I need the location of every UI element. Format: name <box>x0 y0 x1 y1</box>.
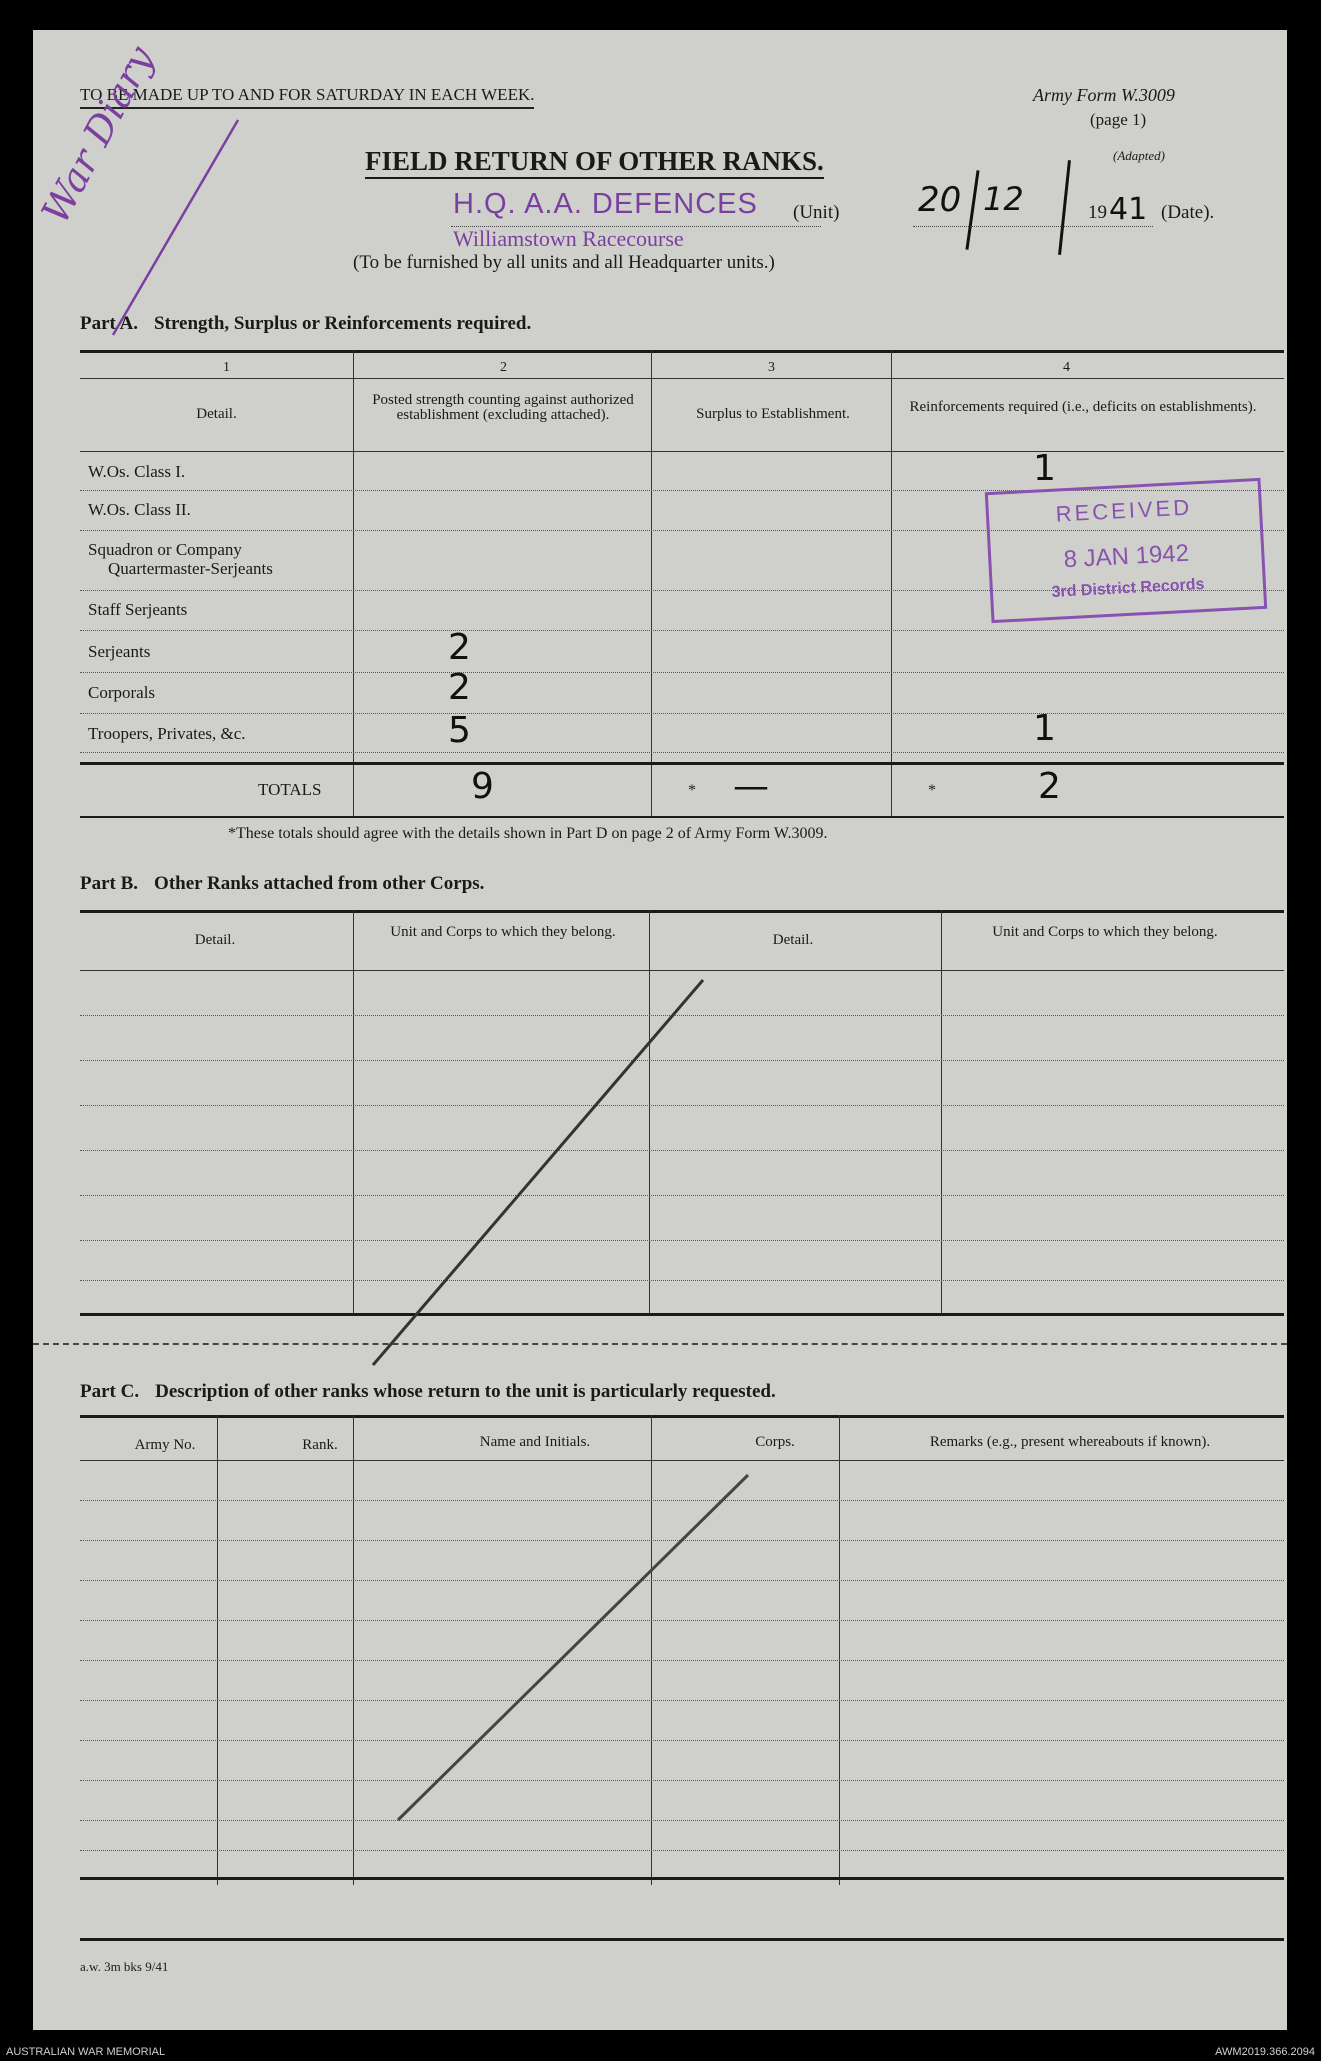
form-title: FIELD RETURN OF OTHER RANKS. <box>365 146 824 179</box>
form-number: Army Form W.3009 <box>1033 85 1175 105</box>
part-c-title: Description of other ranks whose return to the unit is particularly requested. <box>155 1381 776 1402</box>
totals-bottom-rule <box>80 816 1284 818</box>
part-c-col-divider-4 <box>839 1415 840 1885</box>
row-rule <box>80 630 1284 631</box>
reinf-troopers: 1 <box>1033 708 1056 749</box>
row-troopers: Troopers, Privates, &c. <box>88 724 246 743</box>
date-year-suffix: 41 <box>1109 192 1148 227</box>
part-c-col-remarks: Remarks (e.g., present whereabouts if known). <box>929 1434 1211 1450</box>
row-squadron: Squadron or Company <box>88 540 242 559</box>
archive-id: AWM2019.366.2094 <box>1215 2046 1315 2058</box>
unit-label: (Unit) <box>793 202 840 223</box>
totals-footnote: *These totals should agree with the details shown in Part D on page 2 of Army Form W.3009. <box>228 825 828 842</box>
form-adapted: (Adapted) <box>1113 148 1165 163</box>
part-c-col-army-no: Army No. <box>134 1437 196 1453</box>
part-c-col-corps: Corps. <box>755 1434 795 1450</box>
totals-reinf-asterisk: * <box>928 782 936 799</box>
date-day: 20 <box>918 180 962 220</box>
col-number-4: 4 <box>1063 360 1070 375</box>
col-header-detail: Detail. <box>196 406 237 422</box>
submission-note: (To be furnished by all units and all Headquarter units.) <box>353 252 775 273</box>
totals-top-rule <box>80 762 1284 765</box>
part-b-heading <box>80 873 484 895</box>
archive-footer <box>0 2045 1321 2061</box>
part-c-bottom-rule <box>80 1877 1284 1880</box>
part-b-col-unit-1: Unit and Corps to which they belong. <box>390 924 616 940</box>
date-dotted-line <box>913 226 1153 227</box>
weekly-instruction: TO BE MADE UP TO AND FOR SATURDAY IN EACH WEEK. <box>80 85 534 109</box>
part-b-top-rule <box>80 910 1284 913</box>
form-sheet <box>33 30 1287 2030</box>
posted-serjeants: 2 <box>448 627 471 668</box>
stamp-received: RECEIVED <box>1055 494 1193 527</box>
stamp-office: 3rd District Records <box>1051 575 1205 601</box>
posted-troopers: 5 <box>448 710 471 751</box>
row-corporals: Corporals <box>88 683 156 702</box>
col-number-3: 3 <box>768 360 775 375</box>
totals-surplus-asterisk: * <box>688 782 696 799</box>
date-slash-2 <box>1058 160 1071 255</box>
row-wos-class-1: W.Os. Class I. <box>88 462 186 481</box>
row-wos-class-2: W.Os. Class II. <box>88 500 191 519</box>
part-b-col-detail-2: Detail. <box>772 932 814 948</box>
part-b-label: Part B. <box>80 873 139 894</box>
form-page: (page 1) <box>1090 110 1147 129</box>
row-rule <box>80 672 1284 673</box>
date-label: (Date). <box>1161 202 1215 223</box>
unit-name: H.Q. A.A. DEFENCES <box>453 188 758 220</box>
part-c-col-divider-1 <box>217 1415 218 1885</box>
part-c-col-rank: Rank. <box>302 1437 338 1453</box>
unit-location: Williamstown Racecourse <box>453 226 684 251</box>
part-a-col-divider-3 <box>891 350 892 816</box>
part-b-col-detail-1: Detail. <box>194 932 236 948</box>
row-rule <box>80 752 1284 753</box>
row-staff-serjeants: Staff Serjeants <box>88 600 188 619</box>
part-b-title: Other Ranks attached from other Corps. <box>154 873 485 894</box>
part-a-label: Part A. <box>80 313 139 334</box>
part-a-title: Strength, Surplus or Reinforcements required. <box>154 313 532 334</box>
totals-label: TOTALS <box>258 780 322 799</box>
date-year-prefix: 19 <box>1088 202 1107 223</box>
part-c-rule <box>80 1460 1284 1461</box>
col-header-posted: Posted strength counting against authorized establishment (excluding attached). <box>372 392 634 423</box>
part-a-num-rule <box>80 378 1284 379</box>
part-c-rule <box>80 1850 1284 1851</box>
war-diary-annotation: War Diary <box>33 39 163 231</box>
row-serjeants: Serjeants <box>88 642 151 661</box>
part-a-col-divider-2 <box>651 350 652 816</box>
date-month: 12 <box>983 180 1024 218</box>
printer-mark: a.w. 3m bks 9/41 <box>80 1959 169 1974</box>
part-a-header-rule <box>80 451 1284 452</box>
part-c-col-name: Name and Initials. <box>479 1434 591 1450</box>
row-qm-serjeants: Quartermaster-Serjeants <box>108 559 273 578</box>
totals-reinf: 2 <box>1038 766 1061 807</box>
reinf-wos-class-1: 1 <box>1033 448 1056 489</box>
detach-line <box>33 1343 1287 1345</box>
totals-surplus: — <box>733 766 769 807</box>
part-c-cancel-stroke <box>383 1470 763 1830</box>
row-rule <box>80 713 1284 714</box>
form-end-rule <box>80 1938 1284 1941</box>
date-slash-1 <box>965 170 979 250</box>
totals-posted: 9 <box>471 766 494 807</box>
col-number-1: 1 <box>223 360 230 375</box>
archive-source: AUSTRALIAN WAR MEMORIAL <box>6 2046 166 2058</box>
part-c-label: Part C. <box>80 1381 140 1402</box>
part-c-col-divider-2 <box>353 1415 354 1885</box>
part-c-top-rule <box>80 1415 1284 1418</box>
part-a-heading <box>80 313 531 335</box>
col-number-2: 2 <box>500 360 507 375</box>
part-c-heading <box>80 1381 776 1403</box>
stamp-date: 8 JAN 1942 <box>1062 539 1190 574</box>
posted-corporals: 2 <box>448 667 471 708</box>
part-b-col-unit-2: Unit and Corps to which they belong. <box>992 924 1218 940</box>
part-a-col-divider-1 <box>353 350 354 816</box>
col-header-surplus: Surplus to Establishment. <box>696 406 850 422</box>
received-stamp <box>985 478 1267 623</box>
col-header-reinforcements: Reinforcements required (i.e., deficits on establishments). <box>909 399 1257 415</box>
part-b-cancel-stroke <box>333 970 733 1370</box>
part-a-top-rule <box>80 350 1284 353</box>
